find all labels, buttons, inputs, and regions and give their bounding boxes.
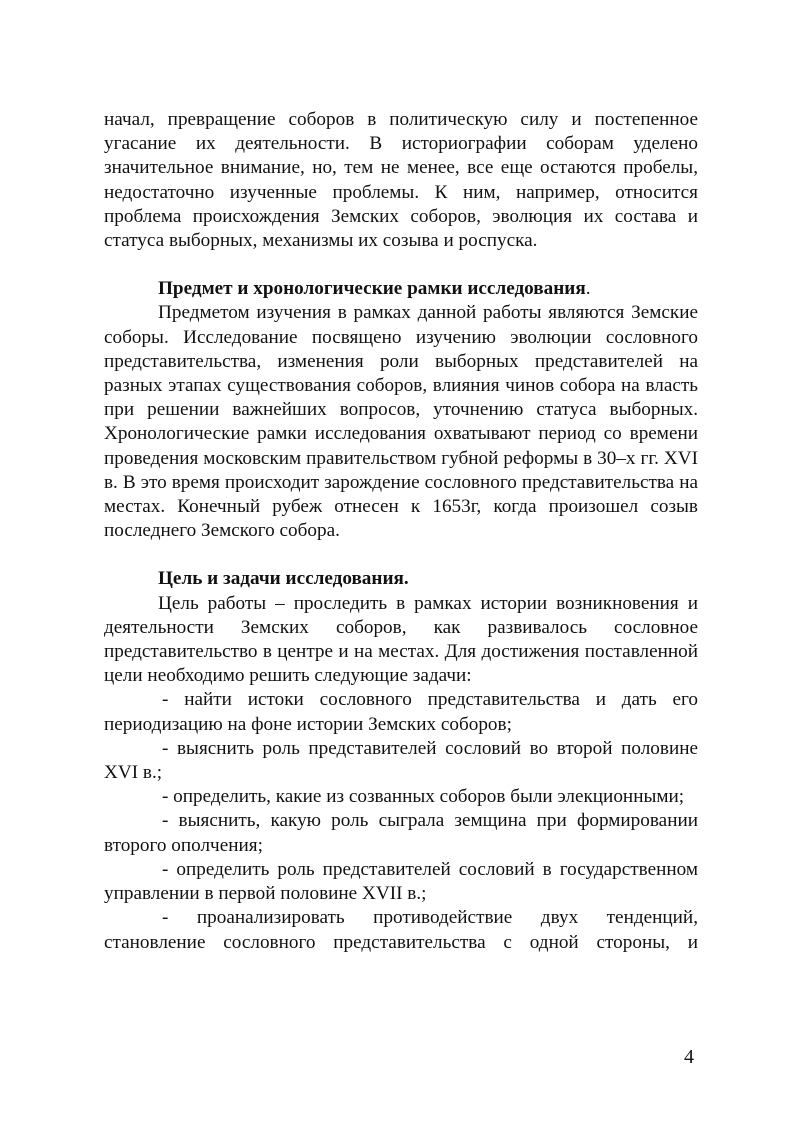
- subject-heading-period: .: [585, 278, 591, 300]
- goals-paragraph: Цель работы – проследить в рамках истории возникновения и деятельности Земских соборов, как развивалось сословное представительство в центре и на местах. Для достижения поставленной цели необходимо решить следующие задачи:: [104, 592, 698, 687]
- paragraph-gap: [104, 543, 698, 567]
- subject-paragraph: Предметом изучения в рамках данной работы являются Земские соборы. Исследование посвящено изучению эволюции сословного представительства, изменения роли выборных представителей на разных этапах существования соборов, влияния чинов собора на власть при решении важнейших вопросов, уточнению статуса выборных. Хронологические рамки исследования охватывают период со времени проведения московским правительством губной реформы в 30–х гг. XVI в. В это время происходит зарождение сословного представительства на местах. Конечный рубеж отнесен к 1653г, когда произошел созыв последнего Земского собора.: [104, 302, 698, 542]
- task-item: - выяснить, какую роль сыграла земщина при формировании второго ополчения;: [104, 810, 698, 856]
- intro-paragraph: начал, превращение соборов в политическую силу и постепенное угасание их деятельности. В историографии соборам уделено значительное внимание, но, тем не менее, все еще остаются пробелы, недостаточно изученные проблемы. К ним, например, относится проблема происхождения Земских соборов, эволюция их состава и статуса выборных, механизмы их созыва и роспуска.: [104, 109, 698, 252]
- task-item: - определить роль представителей сословий в государственном управлении в первой половине XVII в.;: [104, 858, 698, 905]
- subject-heading: [104, 277, 698, 301]
- task-item: - определить, какие из созванных соборов были элекционными;: [162, 786, 685, 808]
- page-number: 4: [684, 1046, 694, 1068]
- goals-heading: Цель и задачи исследования.: [158, 568, 409, 590]
- subject-heading-text: Предмет и хронологические рамки исследования: [158, 278, 586, 300]
- task-item: - найти истоки сословного представительства и дать его периодизацию на фоне истории Земских соборов;: [104, 689, 698, 735]
- paragraph-gap: [104, 253, 698, 277]
- task-item: - выяснить роль представителей сословий во второй половине XVI в.;: [104, 737, 698, 784]
- document-body: [104, 108, 698, 955]
- task-item: - проанализировать противодействие двух тенденций, становление сословного представительства с одной стороны, и: [104, 907, 698, 953]
